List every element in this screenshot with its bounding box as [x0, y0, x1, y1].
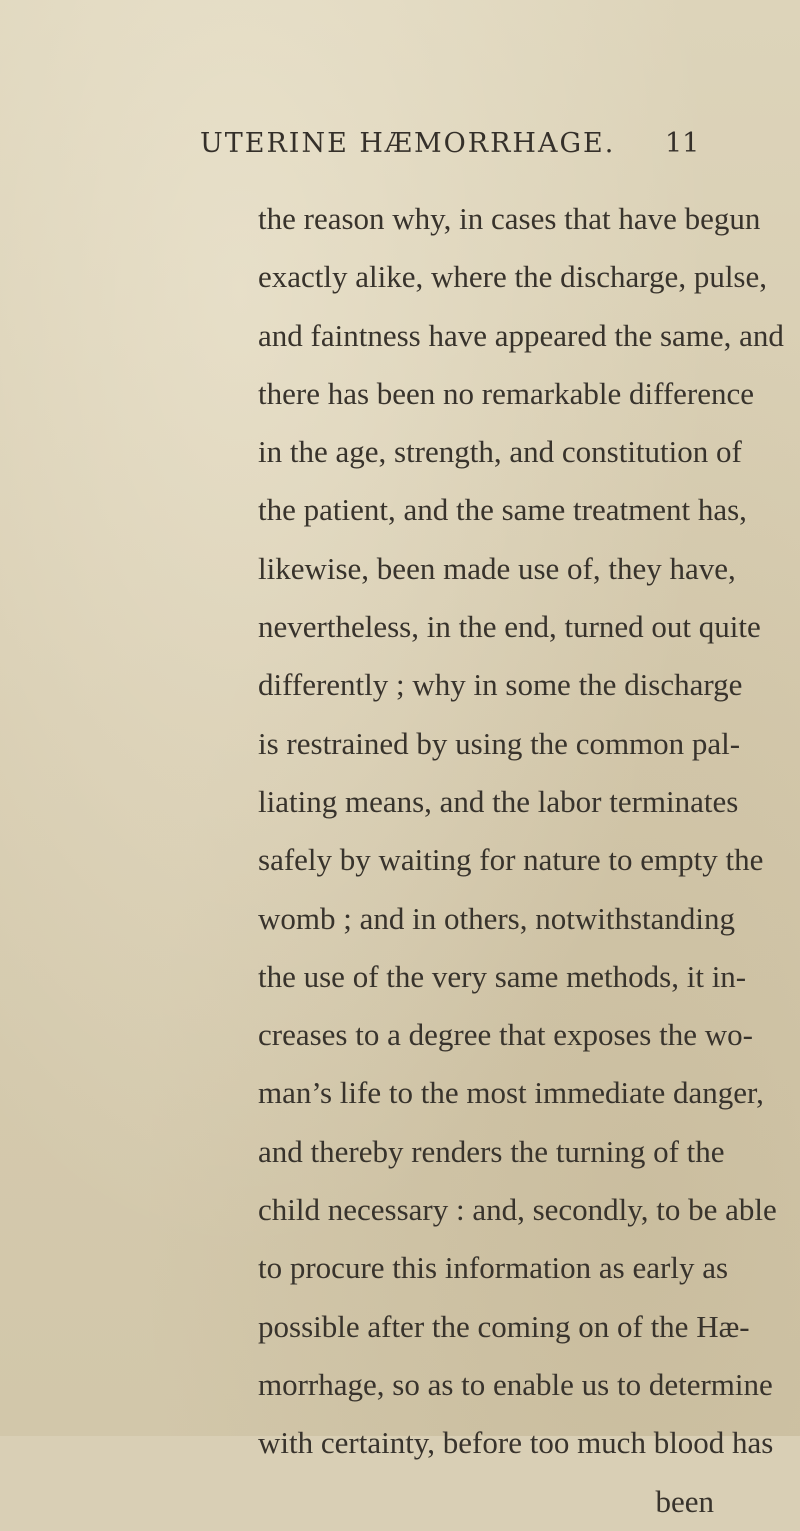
text-line: exactly alike, where the discharge, pulse,	[258, 259, 768, 295]
text-line: creases to a degree that exposes the wo-	[258, 1017, 753, 1053]
text-line: with certainty, before too much blood has	[258, 1425, 774, 1461]
text-line: womb ; and in others, notwithstanding	[258, 900, 736, 936]
page-header	[0, 128, 800, 168]
text-line: in the age, strength, and constitution of	[258, 434, 742, 470]
text-line: the patient, and the same treatment has,	[258, 492, 747, 528]
text-line: is restrained by using the common pal-	[258, 725, 741, 761]
text-line: morrhage, so as to enable us to determine	[258, 1366, 773, 1402]
text-line: and thereby renders the turning of the	[258, 1133, 725, 1169]
text-line: child necessary : and, secondly, to be able	[258, 1192, 777, 1228]
text-line: likewise, been made use of, they have,	[258, 550, 736, 586]
text-line: the use of the very same methods, it in-	[258, 958, 747, 994]
text-line: the reason why, in cases that have begun	[258, 201, 761, 236]
text-line: possible after the coming on of the Hæ-	[258, 1308, 750, 1344]
text-line: there has been no remarkable difference	[258, 375, 755, 411]
body-text	[258, 190, 784, 1531]
text-line: nevertheless, in the end, turned out quite	[258, 609, 761, 645]
text-line: differently ; why in some the discharge	[258, 667, 743, 703]
catchword: been	[655, 1483, 714, 1519]
text-line: and faintness have appeared the same, and	[258, 317, 784, 353]
running-head: UTERINE HÆMORRHAGE.	[200, 128, 616, 159]
text-line: safely by waiting for nature to empty the	[258, 842, 764, 878]
text-line: liating means, and the labor terminates	[258, 783, 739, 819]
page-number: 11	[665, 128, 700, 159]
text-line: man’s life to the most immediate danger,	[258, 1075, 764, 1111]
text-line: to procure this information as early as	[258, 1250, 729, 1286]
